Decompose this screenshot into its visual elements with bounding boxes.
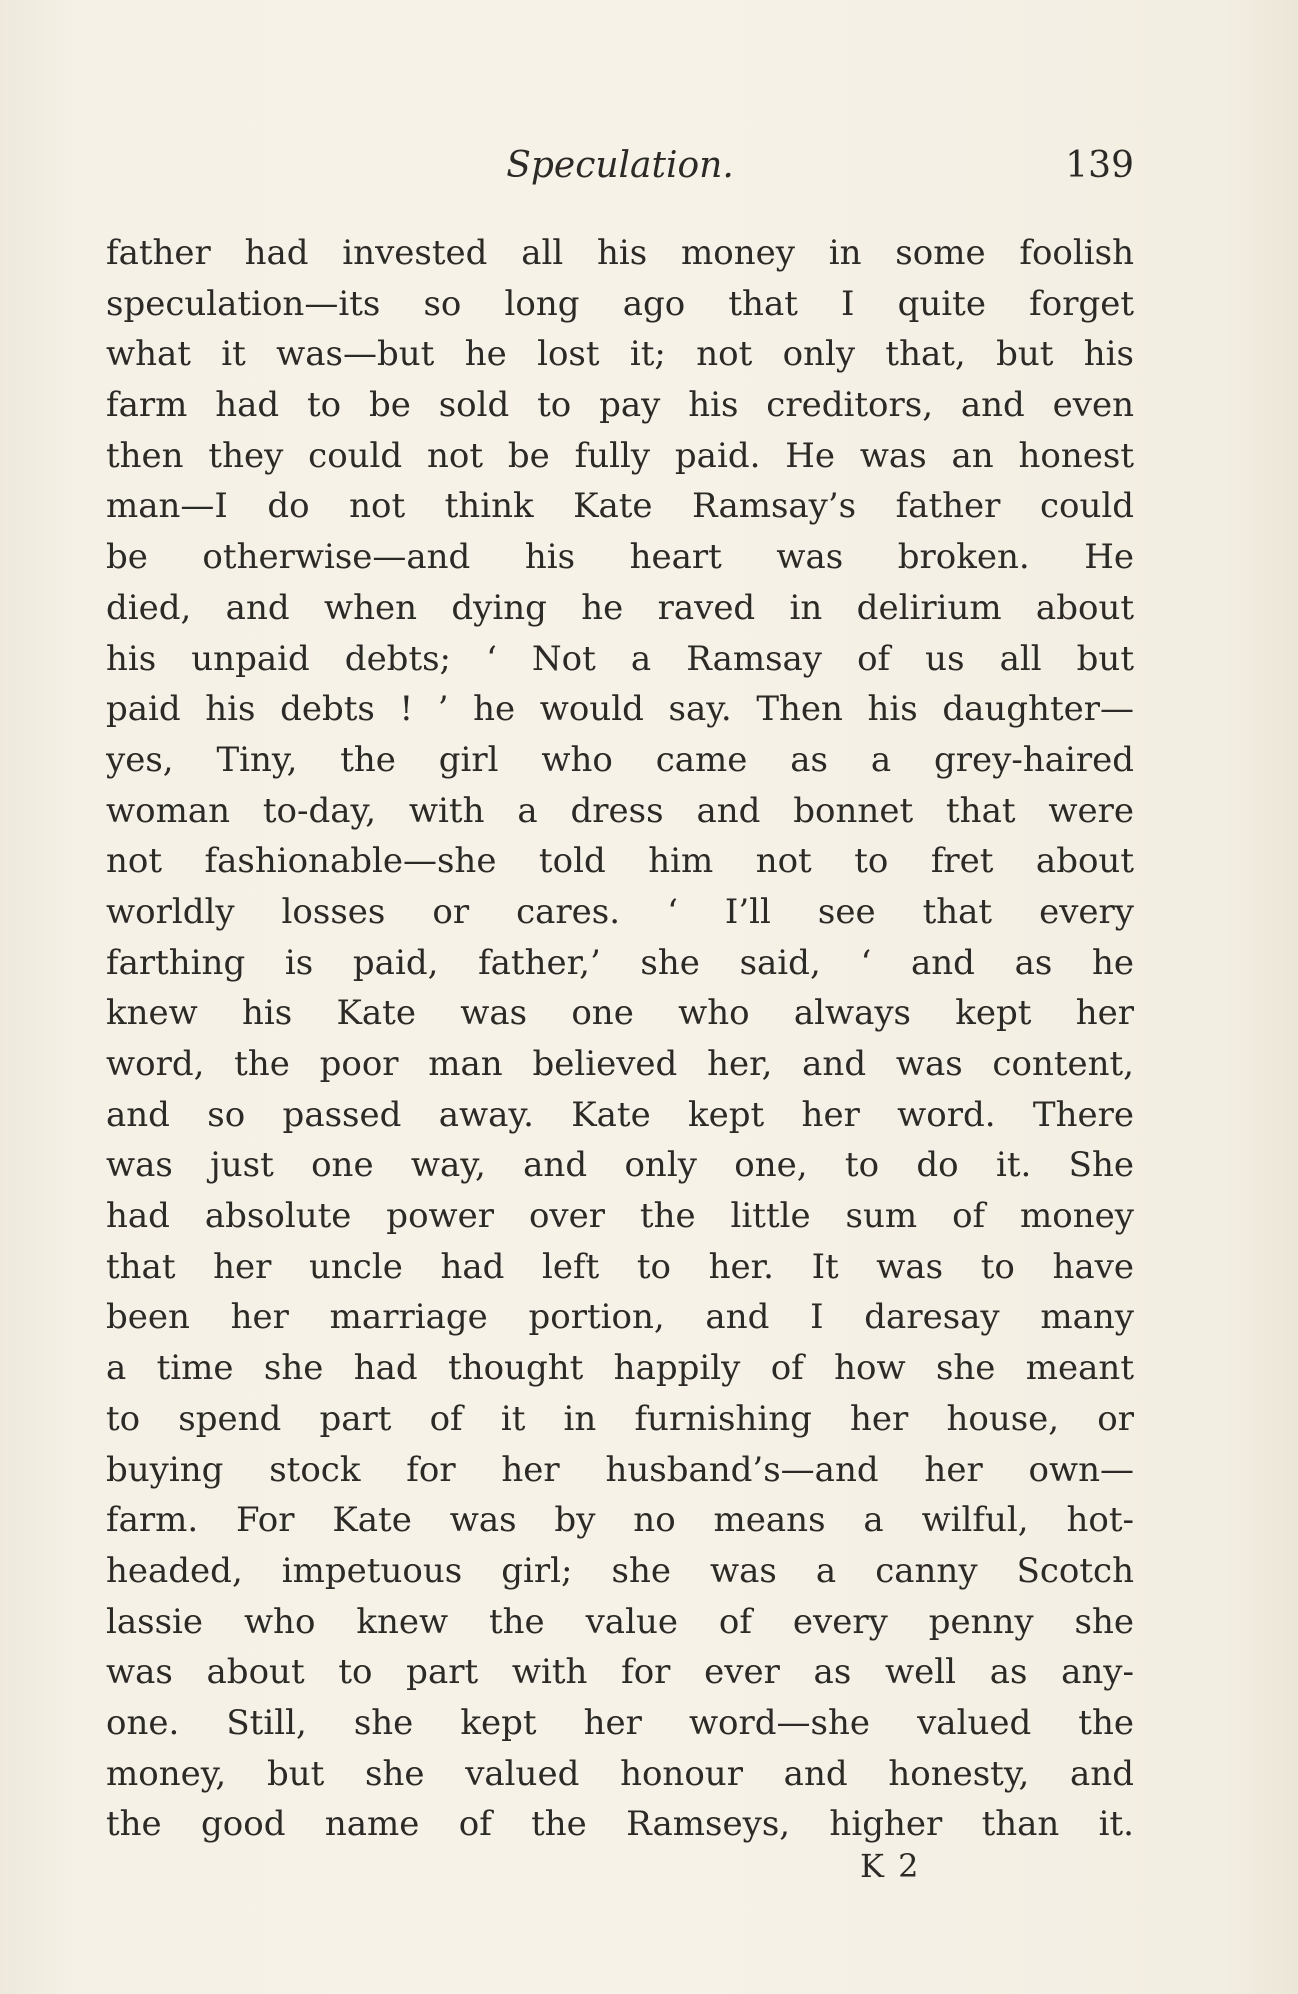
text-line: died, and when dying he raved in delirium about — [106, 587, 1134, 628]
text-line: what it was—but he lost it; not only that, but his — [106, 334, 1134, 375]
text-line: headed, impetuous girl; she was a canny Scotch — [106, 1550, 1134, 1591]
text-line: buying stock for her husband’s—and her own— — [106, 1449, 1134, 1490]
text-line: farm. For Kate was by no means a wilful, hot- — [106, 1500, 1134, 1541]
text-line: one. Still, she kept her word—she valued the — [106, 1702, 1134, 1743]
page-number: 139 — [1065, 145, 1134, 186]
text-line: then they could not be fully paid. He was an honest — [106, 435, 1134, 476]
text-line: lassie who knew the value of every penny she — [106, 1601, 1134, 1642]
text-line: farm had to be sold to pay his creditors, and even — [106, 385, 1134, 426]
text-line: been her marriage portion, and I daresay many — [106, 1297, 1134, 1338]
text-line: his unpaid debts; ‘ Not a Ramsay of us all but — [106, 638, 1134, 679]
text-line: was about to part with for ever as well as any- — [106, 1652, 1134, 1693]
text-line: yes, Tiny, the girl who came as a grey-haired — [106, 739, 1134, 780]
text-line: knew his Kate was one who always kept her — [106, 993, 1134, 1034]
text-line: was just one way, and only one, to do it. She — [106, 1145, 1134, 1186]
text-line: the good name of the Ramseys, higher than it. — [106, 1804, 1134, 1845]
text-line: worldly losses or cares. ‘ I’ll see that every — [106, 891, 1134, 932]
text-line: farthing is paid, father,’ she said, ‘ and as he — [106, 942, 1134, 983]
text-line: speculation—its so long ago that I quite forget — [106, 283, 1134, 324]
text-line: be otherwise—and his heart was broken. He — [106, 537, 1134, 578]
body-text — [106, 228, 1134, 1850]
text-line: had absolute power over the little sum of money — [106, 1196, 1134, 1237]
text-line: paid his debts ! ’ he would say. Then his daughter— — [106, 689, 1134, 730]
text-line: to spend part of it in furnishing her house, or — [106, 1398, 1134, 1439]
text-line: not fashionable—she told him not to fret about — [106, 841, 1134, 882]
text-line: that her uncle had left to her. It was to have — [106, 1246, 1134, 1287]
running-head — [106, 140, 1134, 192]
text-line: woman to-day, with a dress and bonnet that were — [106, 790, 1134, 831]
running-title: Speculation. — [506, 145, 734, 186]
text-line: father had invested all his money in some foolish — [106, 233, 1134, 273]
text-line: word, the poor man believed her, and was content, — [106, 1044, 1134, 1084]
text-line: a time she had thought happily of how she meant — [106, 1348, 1134, 1389]
text-line: man—I do not think Kate Ramsay’s father could — [106, 486, 1134, 527]
signature-mark: K 2 — [860, 1847, 921, 1885]
text-line: and so passed away. Kate kept her word. There — [106, 1094, 1134, 1135]
text-line: money, but she valued honour and honesty, and — [106, 1753, 1134, 1794]
